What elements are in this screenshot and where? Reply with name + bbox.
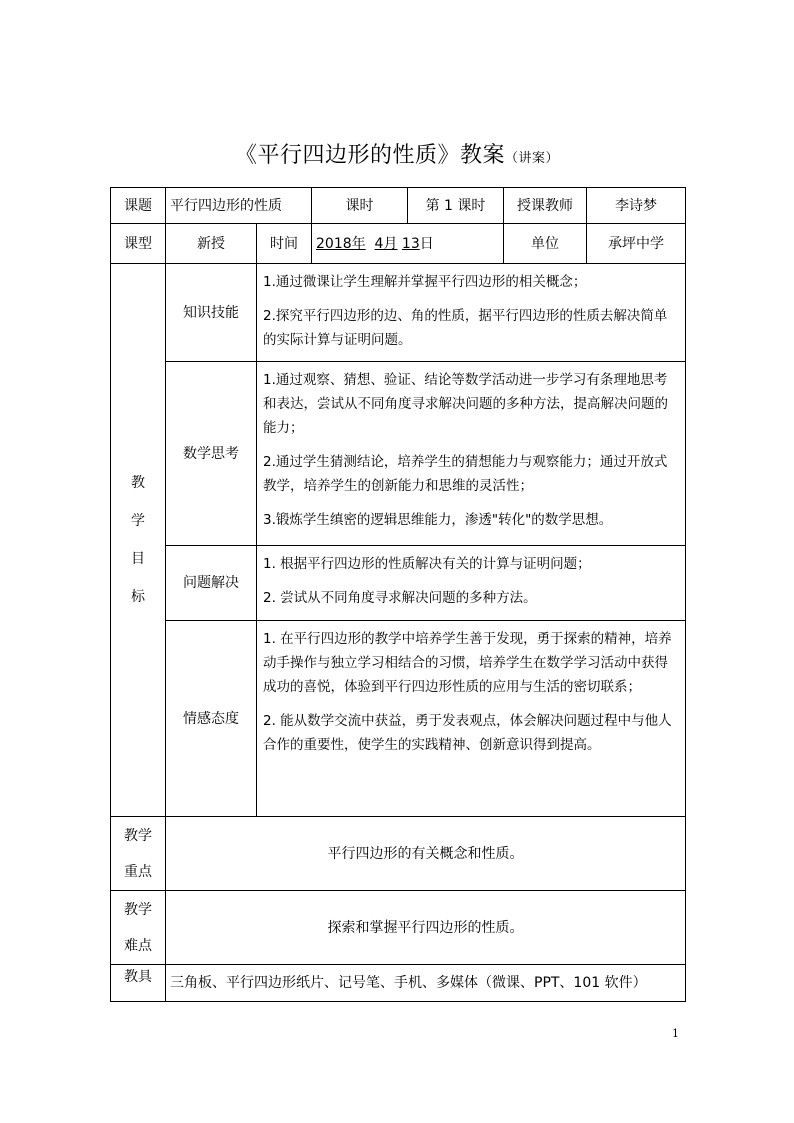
thinking-item: 3.锻炼学生缜密的逻辑思维能力，渗透"转化"的数学思想。	[263, 512, 613, 528]
lesson-plan-table	[110, 187, 686, 1002]
goals-label-char-1: 教	[131, 475, 145, 491]
header-row-2	[111, 224, 686, 264]
emotion-content	[257, 621, 686, 817]
date-year: 2018	[316, 235, 352, 252]
topic-value: 平行四边形的性质	[166, 188, 312, 224]
thinking-item: 2.通过学生猜测结论，培养学生的猜想能力与观察能力；通过开放式教学，培养学生的创新能力和思维的灵活性；	[263, 454, 668, 494]
knowledge-content	[257, 264, 686, 362]
difficulty-value: 探索和掌握平行四边形的性质。	[166, 891, 686, 965]
goals-label-char-4: 标	[131, 589, 145, 605]
teacher-label: 授课教师	[504, 188, 587, 224]
key-point-label-line-2: 重点	[124, 863, 152, 880]
problem-item: 2. 尝试从不同角度寻求解决问题的多种方法。	[263, 590, 537, 606]
title-main: 《平行四边形的性质》教案	[234, 143, 505, 168]
difficulty-label-line-1: 教学	[124, 901, 152, 918]
thinking-content	[257, 362, 686, 546]
thinking-item: 1.通过观察、猜想、验证、结论等数学活动进一步学习有条理地思考和表达，尝试从不同角度寻求解决问题的多种方法，提高解决问题的能力；	[263, 372, 668, 436]
title-tag: （讲案）	[505, 151, 560, 166]
tools-label: 教具	[111, 965, 166, 1002]
date-year-suffix: 年	[351, 235, 366, 252]
date-value	[312, 224, 504, 264]
difficulty-label-line-2: 难点	[124, 937, 152, 954]
goals-label-char-2: 学	[131, 513, 145, 529]
problem-item: 1. 根据平行四边形的性质解决有关的计算与证明问题；	[263, 556, 591, 572]
date-month: 4	[374, 235, 384, 252]
header-row-1	[111, 188, 686, 224]
problem-content	[257, 546, 686, 621]
document-title	[0, 138, 794, 169]
hours-label: 课时	[312, 188, 408, 224]
hours-value: 第 1 课时	[408, 188, 504, 224]
emotion-label: 情感态度	[166, 621, 257, 817]
page-number: 1	[672, 1027, 679, 1040]
goal-row-thinking	[111, 362, 686, 546]
goal-row-knowledge	[111, 264, 686, 362]
time-label: 时间	[257, 224, 312, 264]
date-day-suffix: 日	[419, 235, 434, 252]
topic-label: 课题	[111, 188, 166, 224]
unit-value: 承坪中学	[587, 224, 686, 264]
goals-label	[111, 264, 166, 817]
key-point-label-line-1: 教学	[124, 827, 152, 844]
key-point-row	[111, 817, 686, 891]
type-label: 课型	[111, 224, 166, 264]
tools-value: 三角板、平行四边形纸片、记号笔、手机、多媒体（微课、PPT、101 软件）	[166, 965, 686, 1002]
thinking-label: 数学思考	[166, 362, 257, 546]
emotion-item: 2. 能从数学交流中获益，勇于发表观点，体会解决问题过程中与他人合作的重要性，使学生的实践精神、创新意识得到提高。	[263, 713, 672, 753]
tools-row	[111, 965, 686, 1002]
key-point-label	[111, 817, 166, 891]
knowledge-item: 1.通过微课让学生理解并掌握平行四边形的相关概念；	[263, 274, 587, 290]
goal-row-problem	[111, 546, 686, 621]
emotion-item: 1. 在平行四边形的教学中培养学生善于发现，勇于探索的精神，培养动手操作与独立学习相结合的习惯，培养学生在数学学习活动中获得成功的喜悦，体验到平行四边形性质的应用与生活的密切联系；	[263, 631, 672, 695]
unit-label: 单位	[504, 224, 587, 264]
date-month-suffix: 月	[383, 235, 398, 252]
problem-label: 问题解决	[166, 546, 257, 621]
goal-row-emotion	[111, 621, 686, 817]
goals-label-char-3: 目	[131, 551, 145, 567]
teacher-value: 李诗梦	[587, 188, 686, 224]
knowledge-item: 2.探究平行四边形的边、角的性质，据平行四边形的性质去解决简单的实际计算与证明问题。	[263, 308, 668, 348]
knowledge-label: 知识技能	[166, 264, 257, 362]
key-point-value: 平行四边形的有关概念和性质。	[166, 817, 686, 891]
difficulty-row	[111, 891, 686, 965]
date-day: 13	[401, 235, 420, 252]
type-value: 新授	[166, 224, 257, 264]
difficulty-label	[111, 891, 166, 965]
